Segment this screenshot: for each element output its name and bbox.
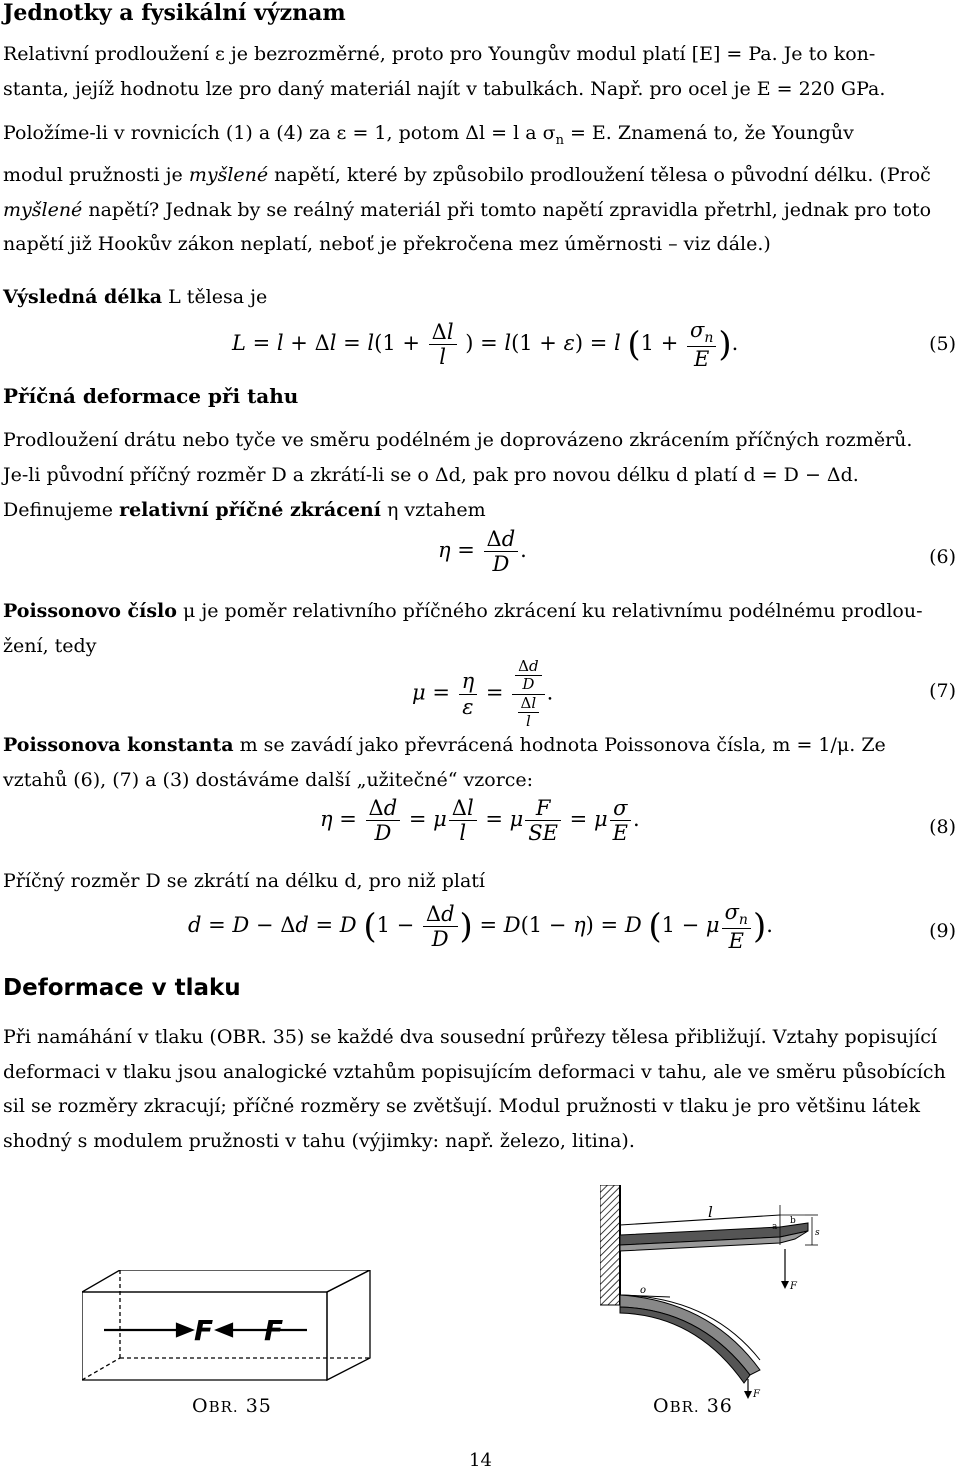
label-l: l bbox=[708, 1203, 713, 1221]
equation-8: η = $\frac{\Delta d}{D}$ = μ $\frac{\Delta l}{l}$ = μ $\frac{F}{SE}$ = μ $\frac{\sigma}{E}$ . bbox=[320, 796, 640, 846]
section-heading-units: Jednotky a fysikální význam bbox=[3, 0, 346, 26]
label-s: s bbox=[815, 1228, 820, 1238]
section-heading-transverse: Příčná deformace při tahu bbox=[3, 384, 299, 408]
text-line: Položíme-li v rovnicích (1) a (4) za ε = 1, potom Δl = l a $\sigma_n = E$. Znamená to, že Youngův bbox=[3, 122, 854, 148]
label-o: o bbox=[640, 1285, 647, 1296]
wall bbox=[600, 1185, 620, 1305]
paragraph-poisson-constant bbox=[3, 728, 958, 797]
equation-number: (5) bbox=[929, 333, 956, 355]
caption-figure-36: OBR. 36 bbox=[653, 1395, 733, 1417]
page-number: 14 bbox=[469, 1450, 492, 1471]
block-side-face bbox=[327, 1270, 370, 1380]
figure-36-cantilever bbox=[600, 1185, 860, 1405]
equation-number: (9) bbox=[929, 920, 956, 942]
equation-number: (8) bbox=[929, 816, 956, 838]
caption-figure-35: OBR. 35 bbox=[192, 1395, 272, 1417]
text-line: deformaci v tlaku jsou analogické vztahům popisujícím deformaci v tahu, ale ve směru působících bbox=[3, 1060, 946, 1083]
equation-number: (7) bbox=[929, 680, 956, 702]
text-line: vztahů (6), (7) a (3) dostáváme další „užitečné“ vzorce: bbox=[3, 768, 534, 791]
text-line: modul pružnosti je myšlené napětí, které by způsobilo prodloužení tělesa o původní délku. (Proč bbox=[3, 164, 931, 187]
text-line: Relativní prodloužení ε je bezrozměrné, proto pro Youngův modul platí [E] = Pa. Je to kon- bbox=[3, 43, 876, 65]
text-line: Poissonova konstanta m se zavádí jako převrácená hodnota Poissonova čísla, m = 1/μ. Ze bbox=[3, 734, 886, 756]
paragraph-poisson-number bbox=[3, 594, 958, 663]
section-heading-compression: Deformace v tlaku bbox=[3, 975, 241, 1001]
force-label-2: F bbox=[264, 1314, 284, 1347]
text-line: myšlené napětí? Jednak by se reálný materiál při tomto napětí zpravidla přetrhl, jednak pro toto bbox=[3, 198, 932, 221]
block-top-face bbox=[82, 1270, 370, 1292]
text-line: stanta, jejíž hodnotu lze pro daný materiál najít v tabulkách. Např. pro ocel je E = 220 GPa. bbox=[3, 77, 886, 100]
equation-number: (6) bbox=[929, 546, 956, 568]
figure-35-compressed-block bbox=[82, 1270, 402, 1395]
text-line: žení, tedy bbox=[3, 634, 97, 657]
label-b: b bbox=[790, 1216, 796, 1226]
paragraph-transverse-2: Je-li původní příčný rozměr D a zkrátí-li se o Δd, pak pro novou délku d platí d = D − Δd. bbox=[3, 464, 859, 486]
equation-6: η = $\frac{\Delta d}{D}$ . bbox=[438, 527, 527, 577]
paragraph-young-meaning bbox=[3, 116, 958, 262]
paragraph-transverse-1: Prodloužení drátu nebo tyče ve směru podélném je doprovázeno zkrácením příčných rozměrů. bbox=[3, 429, 913, 451]
label-F1: F bbox=[790, 1281, 797, 1292]
paragraph-resulting-length: Výsledná délka L tělesa je bbox=[3, 286, 268, 308]
text-line: Poissonovo číslo μ je poměr relativního příčného zkrácení ku relativnímu podélnému prodlou- bbox=[3, 600, 923, 622]
label-F2: F bbox=[753, 1389, 760, 1400]
force-label-1: F bbox=[194, 1314, 214, 1347]
paragraph-transverse-3: Definujeme relativní příčné zkrácení η vztahem bbox=[3, 499, 486, 521]
equation-9: d = D − Δd = D (1 − $\frac{\Delta d}{D}$ ) = D(1 − η) = D (1 − μ $\frac{\sigma_n}{E}$ ). bbox=[188, 900, 773, 954]
text-line: Při namáhání v tlaku (OBR. 35) se každé dva sousední průřezy tělesa přibližují. Vztahy popisující bbox=[3, 1026, 937, 1048]
text-line: napětí již Hookův zákon neplatí, neboť je překročena mez úměrnosti – viz dále.) bbox=[3, 233, 771, 256]
paragraph-units bbox=[3, 37, 958, 106]
equation-7: μ = $\frac{\eta}{\varepsilon}$ = $\frac{\frac{\Delta d}{D}}{\frac{\Delta l}{l}}$ . bbox=[412, 657, 554, 730]
text-line: sil se rozměry zkracují; příčné rozměry se zvětšují. Modul pružnosti v tlaku je pro většinu látek bbox=[3, 1095, 921, 1117]
paragraph-transverse-dim: Příčný rozměr D se zkrátí na délku d, pro niž platí bbox=[3, 870, 485, 892]
paragraph-compression bbox=[3, 1020, 958, 1158]
text-line: shodný s modulem pružnosti v tahu (výjimky: např. železo, litina). bbox=[3, 1129, 635, 1152]
equation-5: L = l + Δl = l(1 + $\frac{\Delta l}{l}$ ) = l(1 + ε) = l (1 + $\frac{\sigma_n}{E}$ ). bbox=[232, 318, 739, 372]
label-a: a bbox=[772, 1222, 778, 1232]
